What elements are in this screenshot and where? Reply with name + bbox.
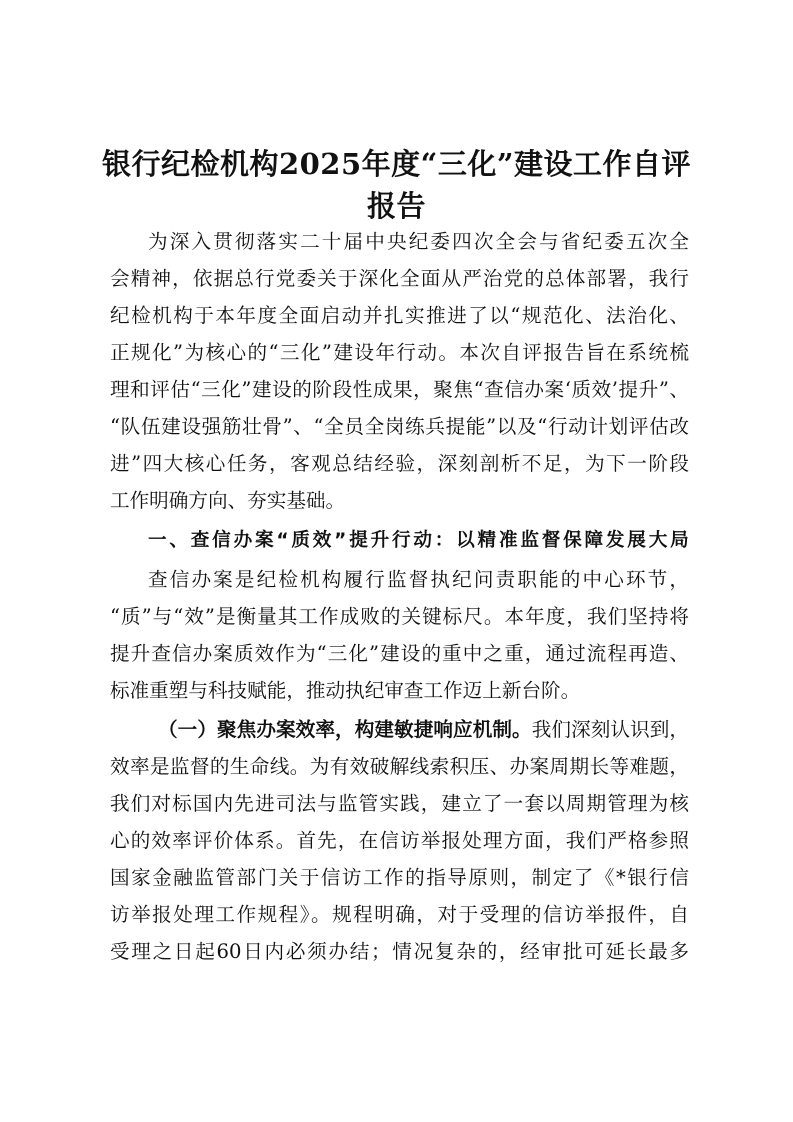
subsection-line: 访举报处理工作规程》。规程明确，对于受理的信访举报件，自 xyxy=(110,903,689,926)
subsection-line: 受理之日起60日内必须办结；情况复杂的，经审批可延长最多 xyxy=(110,940,689,963)
subsection-line: 我们对标国内先进司法与监管实践，建立了一套以周期管理为核 xyxy=(110,792,689,815)
document-title-line-1: 银行纪检机构2025年度“三化”建设工作自评 xyxy=(101,147,692,181)
intro-line: “队伍建设强筋壮骨”、“全员全岗练兵提能”以及“行动计划评估改 xyxy=(110,415,689,438)
subsection-heading: （一）聚焦办案效率，构建敏捷响应机制。 xyxy=(158,718,532,741)
document-title-line-2: 报告 xyxy=(366,189,426,223)
intro-line: 进”四大核心任务，客观总结经验，深刻剖析不足，为下一阶段 xyxy=(110,452,689,475)
section-line: 查信办案是纪检机构履行监督执纪问责职能的中心环节， xyxy=(148,568,689,591)
intro-line: 正规化”为核心的“三化”建设年行动。本次自评报告旨在系统梳 xyxy=(110,341,689,364)
intro-line: 为深入贯彻落实二十届中央纪委四次全会与省纪委五次全 xyxy=(148,230,689,253)
section-heading: 一、查信办案“质效”提升行动：以精准监督保障发展大局 xyxy=(148,530,689,551)
subsection-first-line xyxy=(158,716,689,744)
intro-line: 纪检机构于本年度全面启动并扎实推进了以“规范化、法治化、 xyxy=(110,304,689,327)
subsection-text: 我们深刻认识到， xyxy=(531,718,690,741)
subsection-line: 心的效率评价体系。首先，在信访举报处理方面，我们严格参照 xyxy=(110,829,689,852)
intro-line: 理和评估“三化”建设的阶段性成果，聚焦“查信办案‘质效’提升”、 xyxy=(110,378,689,401)
intro-line: 工作明确方向、夯实基础。 xyxy=(110,489,346,512)
section-line: “质”与“效”是衡量其工作成败的关键标尺。本年度，我们坚持将 xyxy=(110,605,689,628)
subsection-line: 效率是监督的生命线。为有效破解线索积压、办案周期长等难题， xyxy=(110,755,689,778)
section-line: 提升查信办案质效作为“三化”建设的重中之重，通过流程再造、 xyxy=(110,642,689,665)
section-line: 标准重塑与科技赋能，推动执纪审查工作迈上新台阶。 xyxy=(110,679,581,702)
intro-line: 会精神，依据总行党委关于深化全面从严治党的总体部署，我行 xyxy=(110,267,689,290)
subsection-line: 国家金融监管部门关于信访工作的指导原则，制定了《*银行信 xyxy=(110,866,689,889)
